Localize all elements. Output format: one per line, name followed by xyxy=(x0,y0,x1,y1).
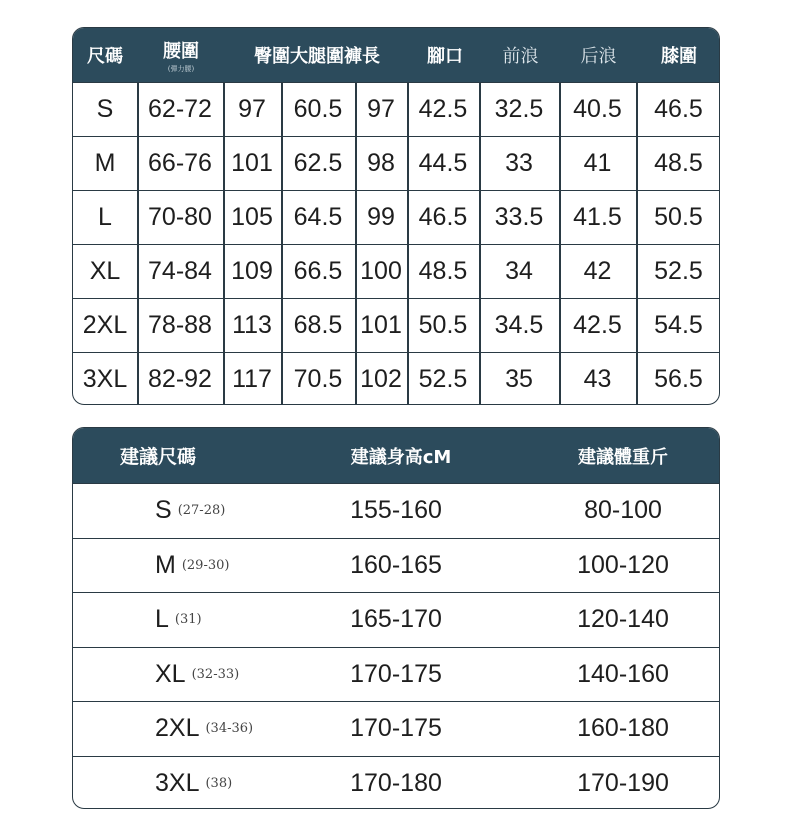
recommendation-row xyxy=(73,756,719,810)
column-divider xyxy=(559,137,561,190)
column-divider xyxy=(407,191,409,244)
size-row xyxy=(73,298,719,352)
header-recommended-height-label: 建議身高cM xyxy=(350,446,452,468)
cell-back-rise: 41 xyxy=(583,149,612,177)
cell-back-rise: 42.5 xyxy=(573,311,622,339)
column-divider xyxy=(137,245,139,298)
size-label: M xyxy=(155,550,176,579)
column-divider xyxy=(559,245,561,298)
recommendation-body xyxy=(73,483,719,809)
cell-recommended-height: 170-175 xyxy=(350,714,442,743)
column-divider xyxy=(281,83,283,136)
size-label: S xyxy=(155,496,172,525)
recommendation-row xyxy=(73,647,719,702)
cell-thigh: 66.5 xyxy=(293,257,343,285)
cell-recommended-height: 170-180 xyxy=(350,768,442,797)
header-leg-opening-label: 腳口 xyxy=(427,46,463,67)
column-divider xyxy=(559,191,561,244)
size-waist-range: (27-28) xyxy=(177,503,226,519)
cell-size: M xyxy=(94,149,116,177)
cell-hip: 117 xyxy=(232,365,272,393)
column-divider xyxy=(636,299,638,352)
column-divider xyxy=(281,137,283,190)
header-hip-thigh-length-label: 臀圍大腿圍褲長 xyxy=(254,46,380,67)
cell-leg-opening: 46.5 xyxy=(418,203,468,231)
column-divider xyxy=(479,353,481,405)
cell-leg-opening: 42.5 xyxy=(418,95,468,123)
cell-recommended-weight: 100-120 xyxy=(577,550,669,579)
cell-recommended-weight: 120-140 xyxy=(577,605,669,634)
recommendation-row xyxy=(73,538,719,593)
cell-hip: 113 xyxy=(232,311,272,339)
cell-length: 99 xyxy=(367,203,395,231)
column-divider xyxy=(636,191,638,244)
cell-length: 100 xyxy=(360,257,402,285)
column-divider xyxy=(479,83,481,136)
column-divider xyxy=(355,299,357,352)
column-divider xyxy=(407,353,409,405)
header-back-rise-label: 后浪 xyxy=(580,46,617,67)
cell-leg-opening: 50.5 xyxy=(418,311,468,339)
size-waist-range: (34-36) xyxy=(205,721,254,737)
cell-hip: 109 xyxy=(231,257,273,285)
cell-waist: 66-76 xyxy=(148,149,212,177)
column-divider xyxy=(407,137,409,190)
cell-hip: 101 xyxy=(231,149,273,177)
cell-recommended-weight: 160-180 xyxy=(577,714,669,743)
cell-knee: 48.5 xyxy=(654,149,703,177)
header-recommended-size xyxy=(73,428,243,483)
cell-thigh: 64.5 xyxy=(293,203,343,231)
column-divider xyxy=(355,137,357,190)
cell-size: S xyxy=(96,95,114,123)
column-divider xyxy=(479,245,481,298)
cell-back-rise: 42 xyxy=(583,257,612,285)
column-divider xyxy=(137,353,139,405)
column-divider xyxy=(223,299,225,352)
header-waist-note: (彈力腰) xyxy=(167,64,195,73)
cell-knee: 50.5 xyxy=(654,203,703,231)
cell-knee: 52.5 xyxy=(654,257,703,285)
cell-recommended-height: 170-175 xyxy=(350,659,442,688)
cell-size: XL xyxy=(89,257,121,285)
header-waist-label: 腰圍 xyxy=(163,40,199,62)
cell-recommended-size xyxy=(155,702,253,756)
cell-length: 98 xyxy=(367,149,395,177)
column-divider xyxy=(479,137,481,190)
cell-length: 101 xyxy=(360,311,402,339)
size-row xyxy=(73,82,719,136)
cell-recommended-size xyxy=(155,648,239,702)
cell-recommended-height: 155-160 xyxy=(350,496,442,525)
column-divider xyxy=(559,353,561,405)
column-divider xyxy=(137,191,139,244)
size-chart-body xyxy=(73,82,719,405)
cell-knee: 46.5 xyxy=(654,95,703,123)
cell-waist: 70-80 xyxy=(148,203,212,231)
size-label: L xyxy=(155,605,169,634)
header-back-rise xyxy=(560,28,637,82)
column-divider xyxy=(281,353,283,405)
cell-hip: 97 xyxy=(238,95,266,123)
cell-length: 102 xyxy=(360,365,402,393)
column-divider xyxy=(559,299,561,352)
recommendation-row xyxy=(73,483,719,538)
cell-front-rise: 33.5 xyxy=(494,203,544,231)
size-chart-table xyxy=(72,27,720,405)
column-divider xyxy=(636,353,638,405)
size-waist-range: (32-33) xyxy=(191,666,240,682)
header-hip-thigh-length xyxy=(225,28,409,82)
cell-front-rise: 35 xyxy=(505,365,533,393)
cell-recommended-weight: 170-190 xyxy=(577,768,669,797)
header-leg-opening xyxy=(409,28,481,82)
size-label: 2XL xyxy=(155,714,200,743)
header-recommended-height xyxy=(301,428,501,483)
column-divider xyxy=(281,191,283,244)
column-divider xyxy=(281,245,283,298)
cell-size: L xyxy=(98,203,112,231)
column-divider xyxy=(355,353,357,405)
column-divider xyxy=(355,191,357,244)
recommendation-header xyxy=(73,428,719,483)
column-divider xyxy=(479,191,481,244)
column-divider xyxy=(137,83,139,136)
column-divider xyxy=(223,83,225,136)
header-knee xyxy=(637,28,720,82)
column-divider xyxy=(137,299,139,352)
cell-length: 97 xyxy=(367,95,395,123)
cell-waist: 78-88 xyxy=(148,311,212,339)
column-divider xyxy=(355,245,357,298)
cell-size: 3XL xyxy=(82,365,128,393)
header-recommended-size-label: 建議尺碼 xyxy=(119,446,196,468)
cell-knee: 54.5 xyxy=(654,311,703,339)
cell-front-rise: 34.5 xyxy=(494,311,544,339)
cell-thigh: 68.5 xyxy=(293,311,343,339)
cell-leg-opening: 44.5 xyxy=(418,149,468,177)
size-waist-range: (38) xyxy=(205,775,233,791)
size-row xyxy=(73,136,719,190)
header-waist xyxy=(137,28,225,82)
cell-recommended-size xyxy=(155,593,202,647)
header-recommended-weight-label: 建議體重斤 xyxy=(578,446,668,468)
cell-back-rise: 43 xyxy=(583,365,612,393)
cell-recommended-size xyxy=(155,484,225,538)
cell-recommended-height: 160-165 xyxy=(350,550,442,579)
size-label: 3XL xyxy=(155,768,200,797)
size-row xyxy=(73,190,719,244)
header-size xyxy=(73,28,137,82)
size-waist-range: (29-30) xyxy=(181,557,230,573)
recommendation-row xyxy=(73,592,719,647)
cell-front-rise: 32.5 xyxy=(494,95,544,123)
header-front-rise-label: 前浪 xyxy=(502,46,539,67)
cell-waist: 74-84 xyxy=(148,257,212,285)
column-divider xyxy=(636,83,638,136)
cell-thigh: 62.5 xyxy=(293,149,343,177)
cell-recommended-weight: 140-160 xyxy=(577,659,669,688)
header-recommended-weight xyxy=(525,428,720,483)
cell-size: 2XL xyxy=(82,311,128,339)
column-divider xyxy=(355,83,357,136)
cell-front-rise: 33 xyxy=(505,149,533,177)
recommendation-row xyxy=(73,701,719,756)
column-divider xyxy=(223,137,225,190)
size-row xyxy=(73,244,719,298)
cell-back-rise: 41.5 xyxy=(573,203,622,231)
column-divider xyxy=(636,137,638,190)
cell-recommended-height: 165-170 xyxy=(350,605,442,634)
cell-back-rise: 40.5 xyxy=(573,95,622,123)
cell-knee: 56.5 xyxy=(654,365,703,393)
cell-recommended-size xyxy=(155,539,229,593)
column-divider xyxy=(636,245,638,298)
column-divider xyxy=(137,137,139,190)
column-divider xyxy=(407,245,409,298)
size-waist-range: (31) xyxy=(174,612,202,628)
cell-hip: 105 xyxy=(231,203,273,231)
column-divider xyxy=(281,299,283,352)
cell-waist: 62-72 xyxy=(148,95,212,123)
size-chart-header xyxy=(73,28,719,82)
column-divider xyxy=(223,191,225,244)
header-front-rise xyxy=(481,28,560,82)
column-divider xyxy=(223,353,225,405)
cell-waist: 82-92 xyxy=(148,365,212,393)
column-divider xyxy=(479,299,481,352)
header-knee-label: 膝圍 xyxy=(661,46,697,67)
cell-thigh: 60.5 xyxy=(293,95,343,123)
cell-recommended-weight: 80-100 xyxy=(584,496,662,525)
cell-leg-opening: 48.5 xyxy=(418,257,468,285)
cell-recommended-size xyxy=(155,757,232,810)
column-divider xyxy=(407,83,409,136)
column-divider xyxy=(559,83,561,136)
header-size-label: 尺碼 xyxy=(87,46,123,67)
size-row xyxy=(73,352,719,405)
column-divider xyxy=(223,245,225,298)
column-divider xyxy=(407,299,409,352)
cell-front-rise: 34 xyxy=(505,257,533,285)
cell-leg-opening: 52.5 xyxy=(418,365,468,393)
recommendation-table xyxy=(72,427,720,809)
size-label: XL xyxy=(155,659,186,688)
cell-thigh: 70.5 xyxy=(293,365,343,393)
